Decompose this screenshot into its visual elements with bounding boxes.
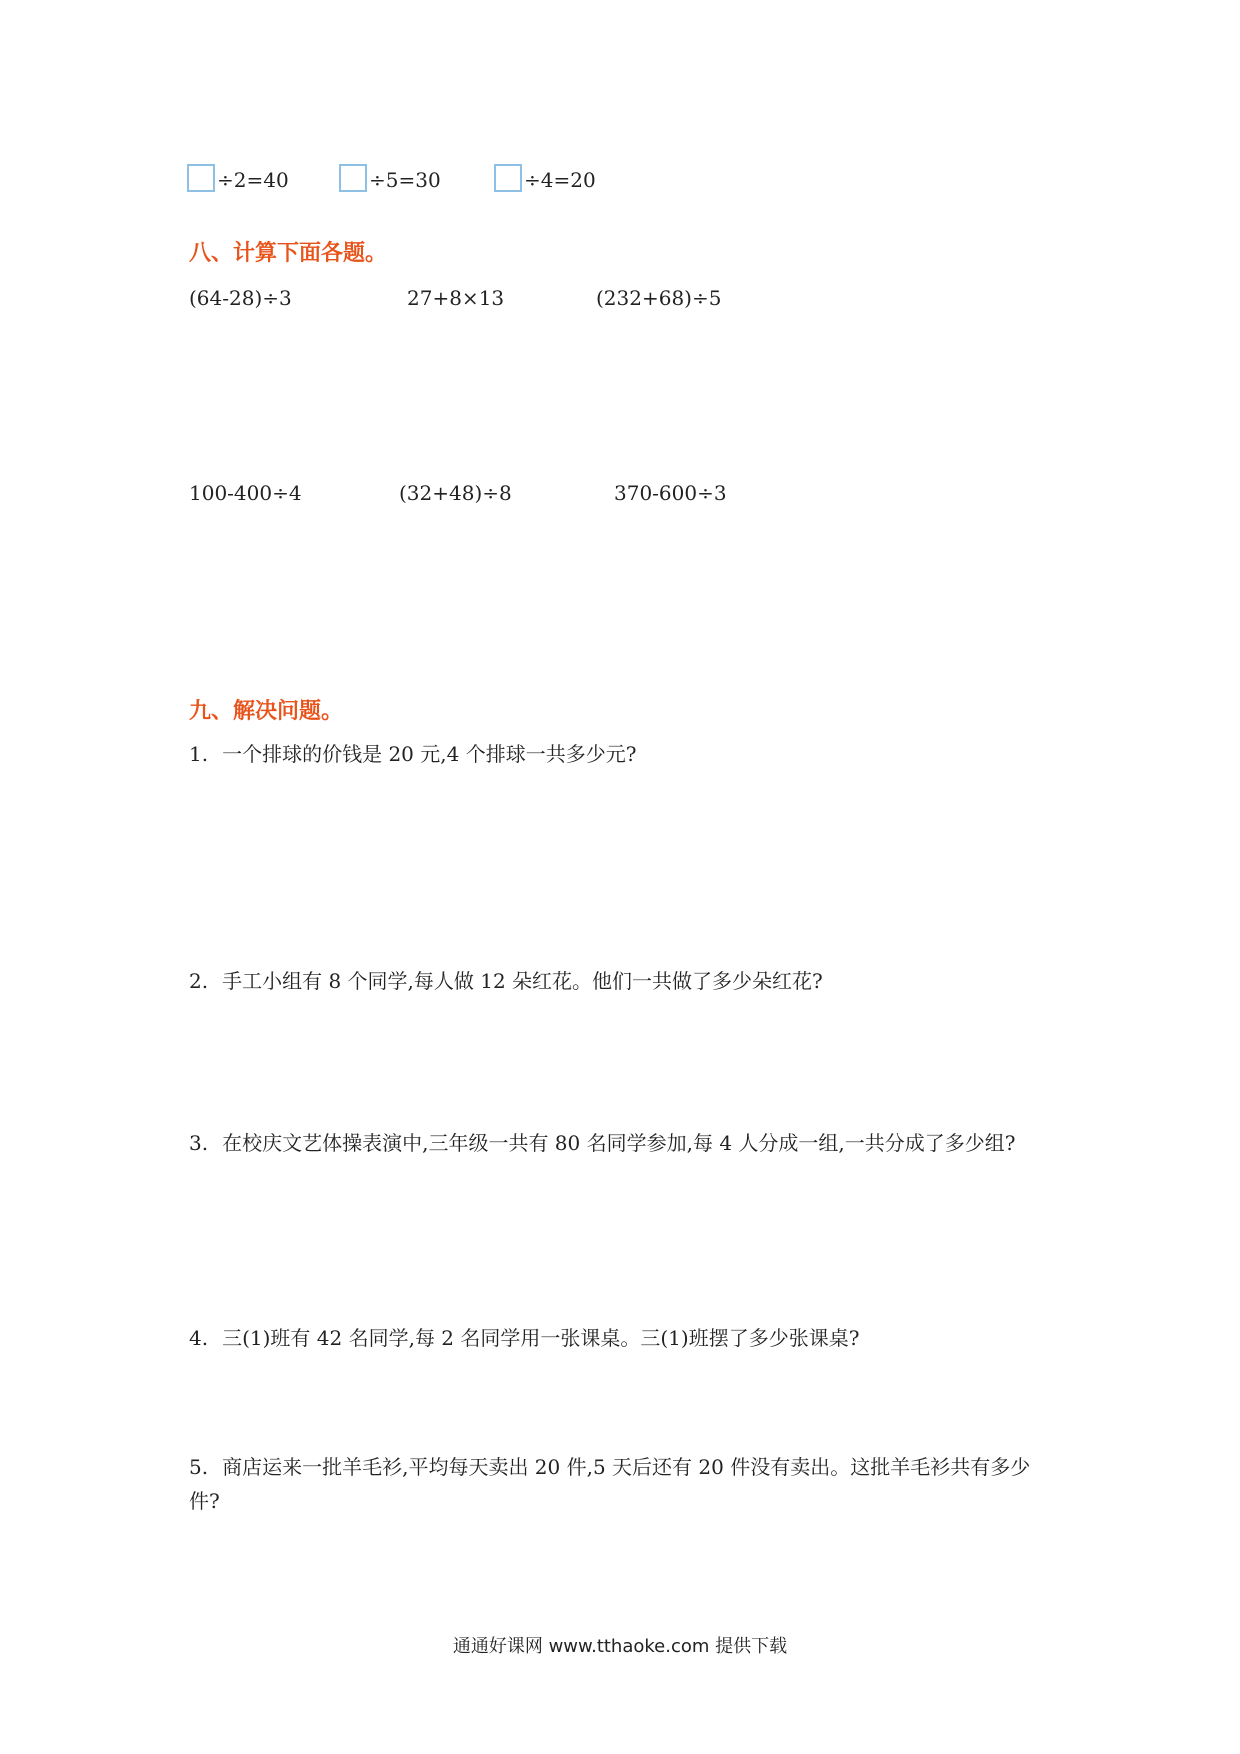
section-9-heading: 九、解决问题。 — [189, 699, 344, 724]
calc-problem: (64-28)÷3 — [189, 286, 292, 310]
calc-problem: 27+8×13 — [407, 286, 505, 310]
section-8-heading: 八、计算下面各题。 — [189, 241, 388, 266]
answer-box[interactable] — [494, 164, 522, 192]
fill-blank-item-2 — [339, 164, 441, 192]
fill-blank-item-3 — [494, 164, 596, 192]
problem-number: 2. — [189, 969, 209, 993]
footer-credit: 通通好课网 www.tthaoke.com 提供下载 — [452, 1636, 788, 1657]
calc-problem: (32+48)÷8 — [399, 481, 512, 505]
fill-blank-item-1 — [187, 164, 289, 192]
problem-text: 商店运来一批羊毛衫,平均每天卖出 20 件,5 天后还有 20 件没有卖出。这批羊毛衫共有多少件? — [189, 1455, 1031, 1513]
fill-blank-expression: ÷4=20 — [524, 168, 596, 192]
answer-box[interactable] — [187, 164, 215, 192]
problem-number: 1. — [189, 742, 209, 766]
problem-text: 在校庆文艺体操表演中,三年级一共有 80 名同学参加,每 4 人分成一组,一共分成了多少组? — [222, 1131, 1016, 1155]
problem-text: 一个排球的价钱是 20 元,4 个排球一共多少元? — [222, 742, 637, 766]
word-problem-3 — [189, 1126, 1059, 1160]
problem-number: 5. — [189, 1455, 209, 1479]
fill-blank-expression: ÷5=30 — [369, 168, 441, 192]
word-problem-1 — [189, 737, 1059, 771]
answer-box[interactable] — [339, 164, 367, 192]
problem-number: 3. — [189, 1131, 209, 1155]
word-problem-2 — [189, 964, 1059, 998]
fill-blank-expression: ÷2=40 — [217, 168, 289, 192]
problem-number: 4. — [189, 1326, 209, 1350]
problem-text: 手工小组有 8 个同学,每人做 12 朵红花。他们一共做了多少朵红花? — [222, 969, 823, 993]
calc-problem: (232+68)÷5 — [596, 286, 722, 310]
calc-problem: 100-400÷4 — [189, 481, 302, 505]
calc-problem: 370-600÷3 — [614, 481, 727, 505]
word-problem-4 — [189, 1321, 1059, 1355]
problem-text: 三(1)班有 42 名同学,每 2 名同学用一张课桌。三(1)班摆了多少张课桌? — [222, 1326, 860, 1350]
word-problem-5 — [189, 1450, 1059, 1518]
